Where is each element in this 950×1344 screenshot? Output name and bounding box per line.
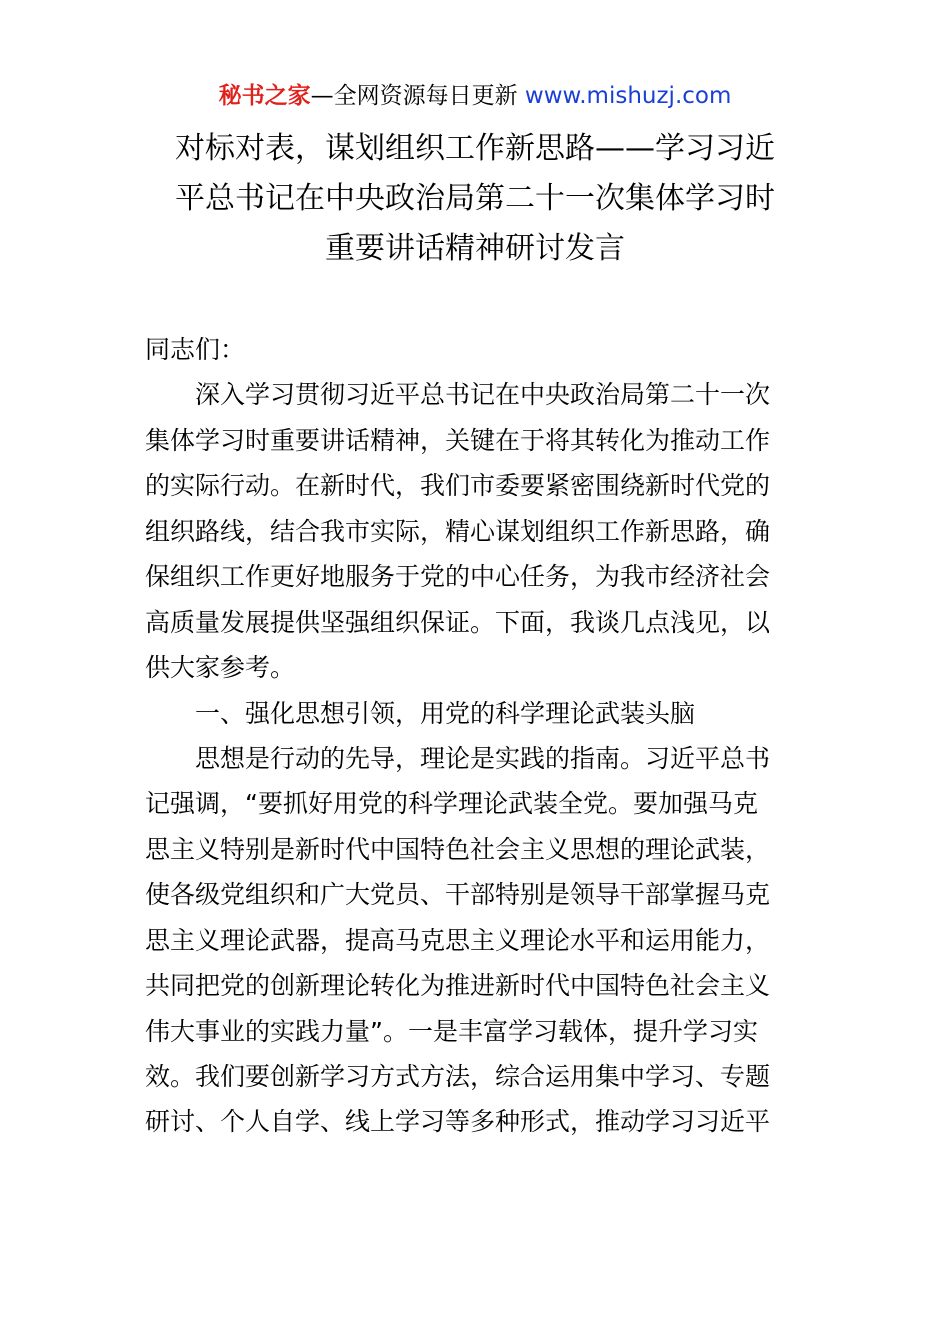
paragraph-line: 组织路线，结合我市实际，精心谋划组织工作新思路，确 [145, 516, 771, 546]
paragraph-line: 思主义特别是新时代中国特色社会主义思想的理论武装， [145, 834, 771, 864]
document-body [145, 327, 810, 1145]
section-heading: 一、强化思想引领，用党的科学理论武装头脑 [195, 698, 696, 728]
paragraph-line: 深入学习贯彻习近平总书记在中央政治局第二十一次 [195, 380, 771, 410]
paragraph-line: 集体学习时重要讲话精神，关键在于将其转化为推动工作 [145, 425, 771, 455]
paragraph-line: 伟大事业的实践力量”。一是丰富学习载体，提升学习实 [145, 1016, 758, 1046]
document-title [0, 124, 950, 274]
paragraph-line: 使各级党组织和广大党员、干部特别是领导干部掌握马克 [145, 880, 771, 910]
paragraph-line: 记强调，“要抓好用党的科学理论武装全党。要加强马克 [145, 789, 758, 819]
title-line: 对标对表，谋划组织工作新思路——学习习近 [175, 131, 775, 166]
paragraph-line: 的实际行动。在新时代，我们市委要紧密围绕新时代党的 [145, 471, 771, 501]
title-line: 重要讲话精神研讨发言 [325, 231, 625, 266]
site-brand: 秘书之家 [218, 83, 311, 109]
paragraph-line: 共同把党的创新理论转化为推进新时代中国特色社会主义 [145, 971, 771, 1001]
paragraph-line: 思想是行动的先导，理论是实践的指南。习近平总书 [195, 743, 771, 773]
site-url-link[interactable]: www.mishuzj.com [524, 83, 732, 109]
paragraph-line: 思主义理论武器，提高马克思主义理论水平和运用能力， [145, 925, 771, 955]
paragraph-line: 高质量发展提供坚强组织保证。下面，我谈几点浅见，以 [145, 607, 771, 637]
salutation: 同志们： [145, 335, 246, 364]
site-tagline: —全网资源每日更新 [310, 83, 518, 109]
paragraph-line: 保组织工作更好地服务于党的中心任务，为我市经济社会 [145, 562, 771, 592]
paragraph-line: 研讨、个人自学、线上学习等多种形式，推动学习习近平 [145, 1107, 771, 1137]
title-line: 平总书记在中央政治局第二十一次集体学习时 [175, 181, 775, 216]
paragraph-line: 供大家参考。 [145, 653, 296, 683]
site-header [0, 80, 950, 112]
paragraph-line: 效。我们要创新学习方式方法，综合运用集中学习、专题 [145, 1062, 771, 1091]
